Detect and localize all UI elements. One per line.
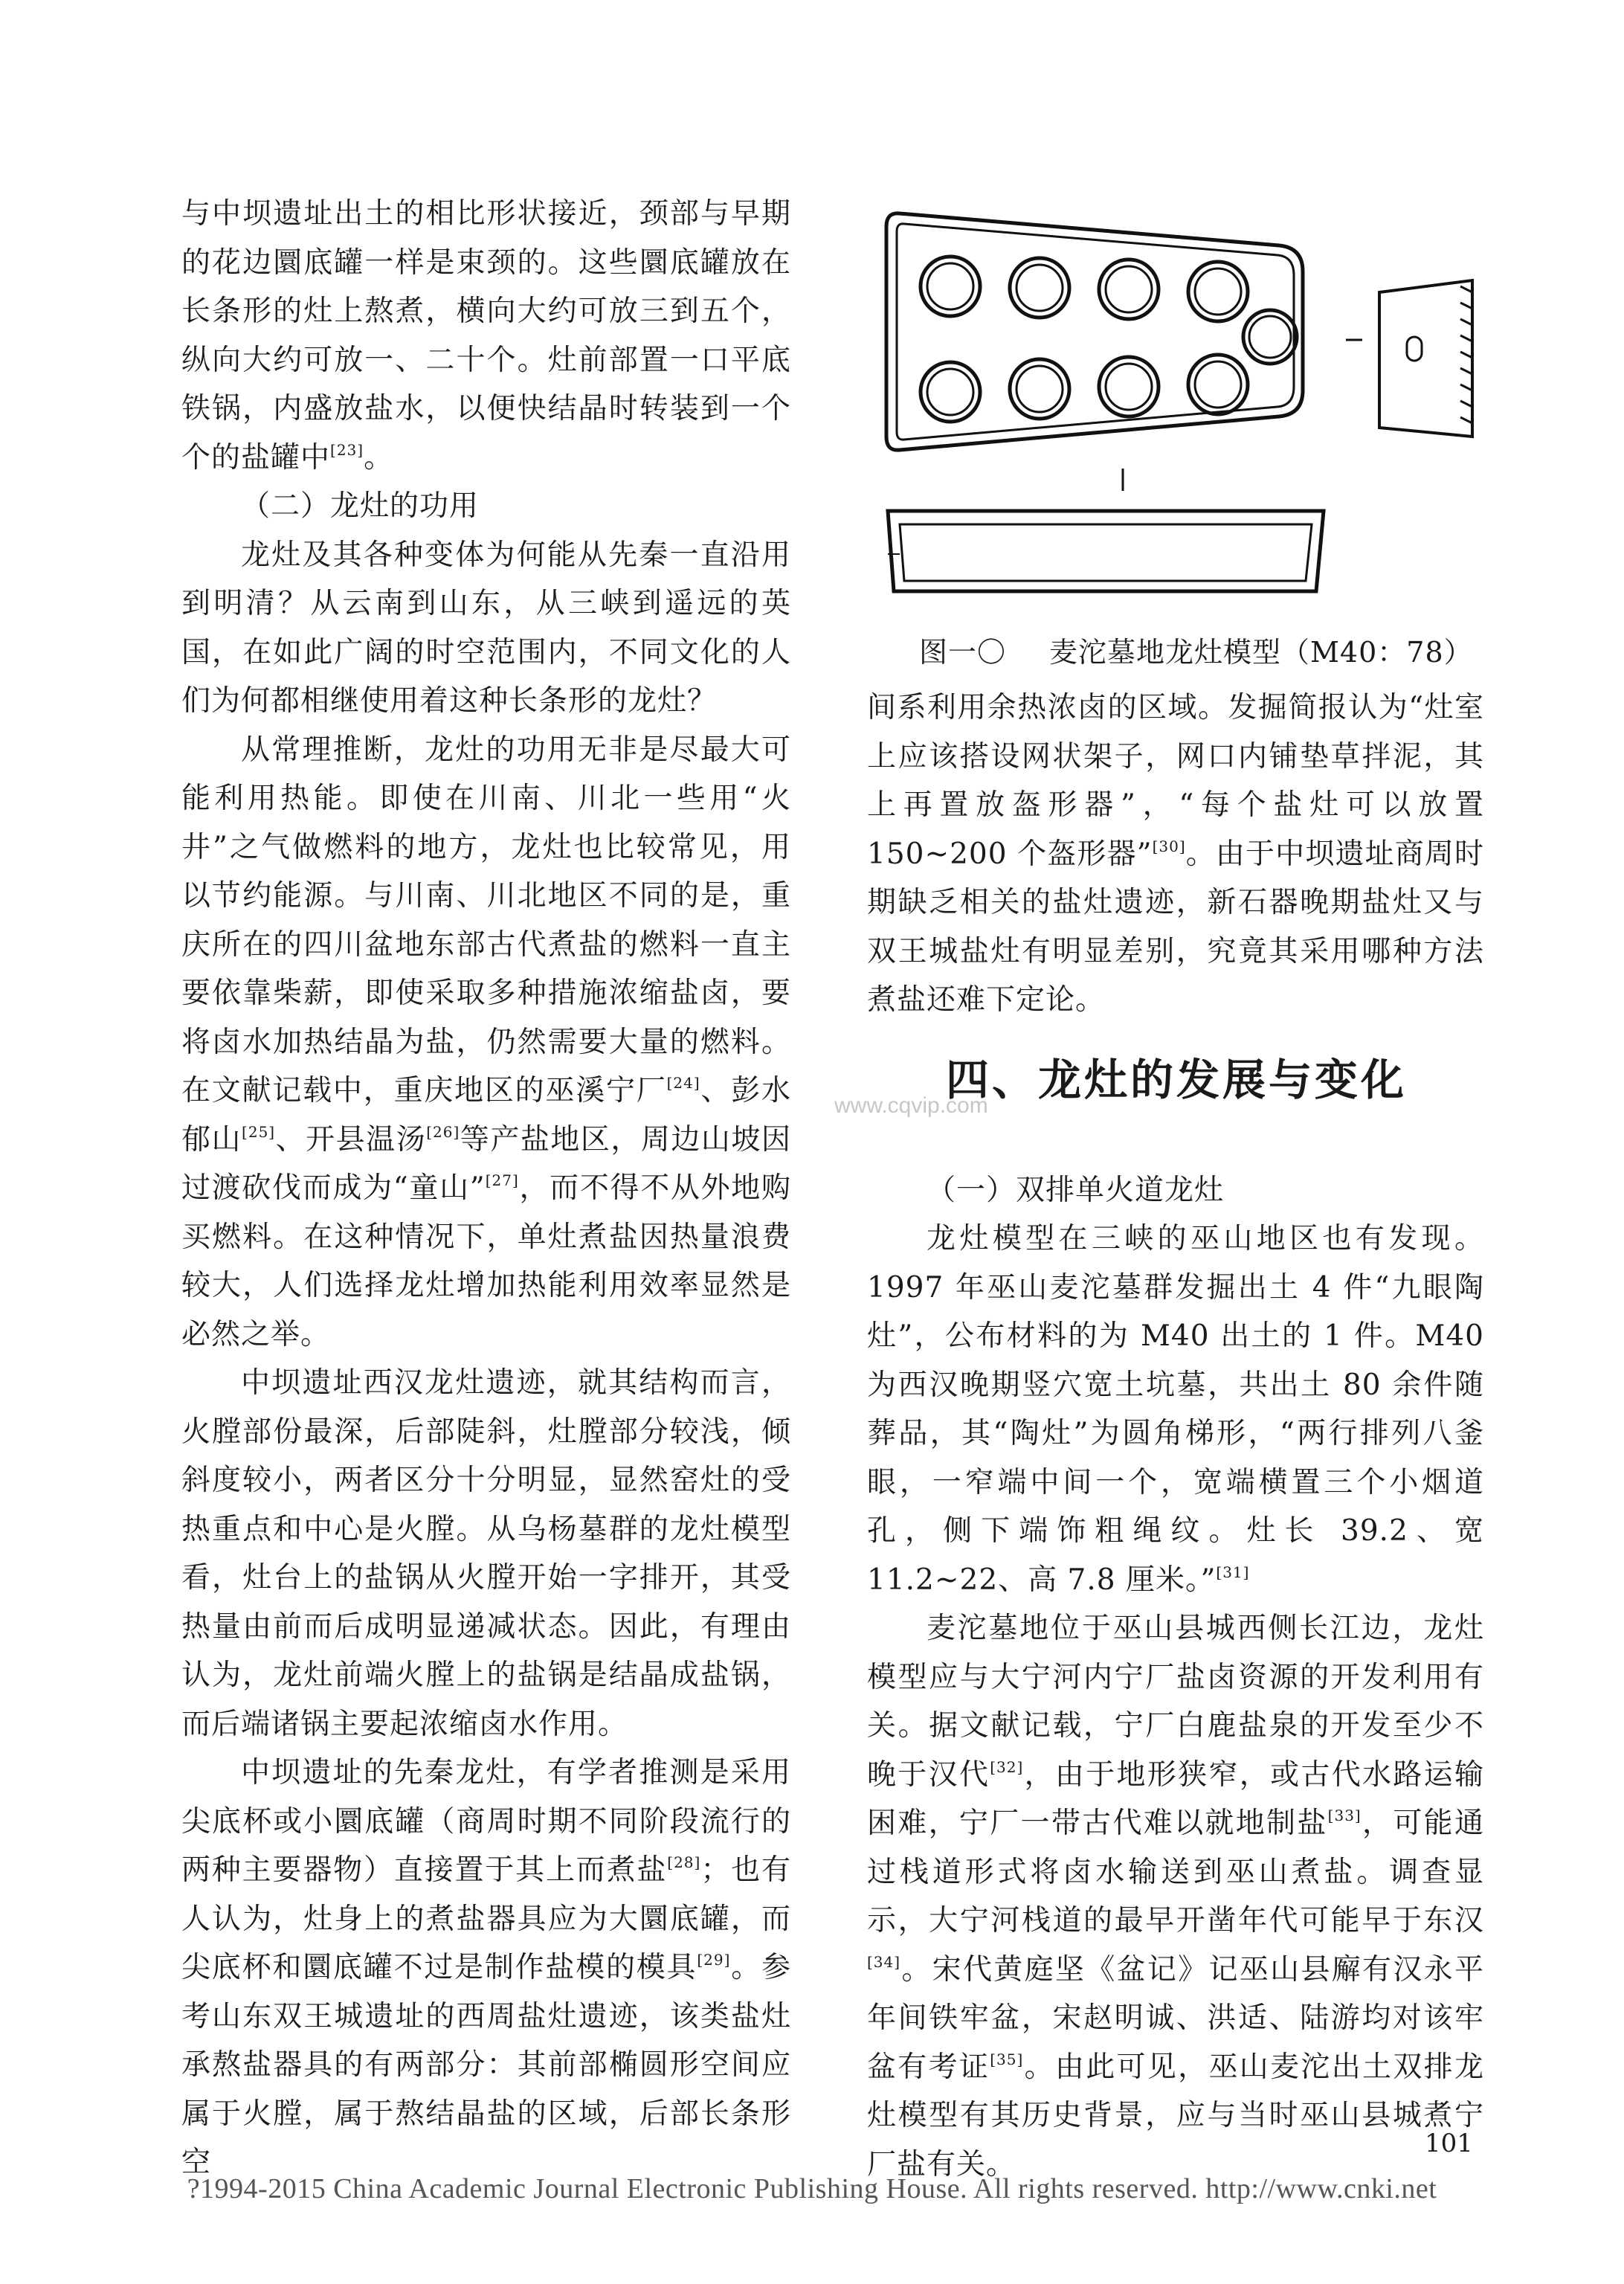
reference-marker: [27] <box>485 1171 519 1189</box>
pot-holes-bottom-row <box>921 355 1248 422</box>
reference-marker: [35] <box>990 2050 1024 2068</box>
figure-number: 图一〇 <box>919 636 1007 669</box>
paragraph: 与中坝遗址出土的相比形状接近，颈部与早期的花边圜底罐一样是束颈的。这些圜底罐放在长条形的灶上熬煮，横向大约可放三到五个，纵向大约可放一、二十个。灶前部置一口平底铁锅，内盛放盐水，以便快结晶时转装到一个个的盐罐中[23]。 <box>181 197 791 475</box>
paragraph: 间系利用余热浓卤的区域。发掘简报认为“灶室上应该搭设网状架子，网口内铺垫草拌泥，其上再置放盔形器”，“每个盐灶可以放置150~200 个盔形器”[30]。由于中坝遗址商周时期缺乏相关的盐灶遗迹，新石器晚期盐灶又与双王城盐灶有明显差别，究竟其采用哪种方法煮盐还难下定论。 <box>867 691 1484 1017</box>
paragraph: 中坝遗址的先秦龙灶，有学者推测是采用尖底杯或小圜底罐（商周时期不同阶段流行的两种主要器物）直接置于其上而煮盐[28]；也有人认为，灶身上的煮盐器具应为大圜底罐，而尖底杯和圜底罐不过是制作盐模的模具[29]。参考山东双王城遗址的西周盐灶遗迹，该类盐灶承熬盐器具的有两部分：其前部椭圆形空间应属于火膛，属于熬结晶盐的区域，后部长条形空 <box>181 1756 791 2179</box>
left-column <box>181 190 791 2187</box>
reference-marker: [28] <box>667 1853 701 1871</box>
reference-marker: [33] <box>1327 1807 1362 1824</box>
subsection-title: （一）双排单火道龙灶 <box>927 1173 1225 1207</box>
watermark: www.cqvip.com <box>834 1093 988 1118</box>
reference-marker: [34] <box>867 1952 901 1971</box>
reference-marker: [31] <box>1216 1563 1250 1581</box>
stove-side-view <box>888 511 1324 591</box>
right-column <box>867 683 1484 2189</box>
reference-marker: [30] <box>1152 837 1186 855</box>
page-number: 101 <box>1425 2129 1473 2158</box>
section-heading: 四、龙灶的发展与变化 <box>946 1055 1408 1105</box>
pot-hole-end <box>1243 310 1297 364</box>
reference-marker: [23] <box>330 440 364 459</box>
stove-model-figure <box>877 205 1487 610</box>
reference-marker: [29] <box>697 1951 731 1969</box>
copyright-footer: ?1994-2015 China Academic Journal Electronic Publishing House. All rights reserved. http://www.cnki.net <box>187 2173 1437 2204</box>
paragraph: 龙灶及其各种变体为何能从先秦一直沿用到明清？从云南到山东，从三峡到遥远的英国，在如此广阔的时空范围内，不同文化的人们为何都相继使用着这种长条形的龙灶？ <box>181 538 791 718</box>
subsection-title: （二）龙灶的功用 <box>241 489 480 523</box>
reference-marker: [25] <box>242 1122 276 1141</box>
stove-end-view <box>1379 280 1472 437</box>
paragraph: 龙灶模型在三峡的巫山地区也有发现。1997 年巫山麦沱墓群发掘出土 4 件“九眼陶灶”，公布材料的为 M40 出土的 1 件。M40 为西汉晚期竖穴宽土坑墓，共出土 80 余件随葬品，其“陶灶”为圆角梯形，“两行排列八釜眼，一窄端中间一个，宽端横置三个小烟道孔，侧下端饰粗绳纹。灶长 39.2、宽 11.2~22、高 7.8 厘米。”[31] <box>867 1222 1484 1597</box>
pot-holes-top-row <box>921 257 1248 321</box>
reference-marker: [26] <box>426 1122 460 1141</box>
figure-title: 麦沱墓地龙灶模型（M40：78） <box>1049 636 1473 669</box>
paragraph: 从常理推断，龙灶的功用无非是尽最大可能利用热能。即使在川南、川北一些用“火井”之气做燃料的地方，龙灶也比较常见，用以节约能源。与川南、川北地区不同的是，重庆所在的四川盆地东部古代煮盐的燃料一直主要依靠柴薪，即使采取多种措施浓缩盐卤，要将卤水加热结晶为盐，仍然需要大量的燃料。在文献记载中，重庆地区的巫溪宁厂[24]、彭水郁山[25]、开县温汤[26]等产盐地区，周边山坡因过渡砍伐而成为“童山”[27]，而不得不从外地购买燃料。在这种情况下，单灶煮盐因热量浪费较大，人们选择龙灶增加热能利用效率显然是必然之举。 <box>181 733 791 1351</box>
figure-caption <box>919 629 1473 670</box>
reference-marker: [32] <box>990 1757 1024 1776</box>
paragraph: 中坝遗址西汉龙灶遗迹，就其结构而言，火膛部份最深，后部陡斜，灶膛部分较浅，倾斜度较小，两者区分十分明显，显然窑灶的受热重点和中心是火膛。从乌杨墓群的龙灶模型看，灶台上的盐锅从火膛开始一字排开，其受热量由前而后成明显递减状态。因此，有理由认为，龙灶前端火膛上的盐锅是结晶成盐锅，而后端诸锅主要起浓缩卤水作用。 <box>181 1366 791 1741</box>
reference-marker: [24] <box>666 1074 700 1092</box>
paragraph: 麦沱墓地位于巫山县城西侧长江边，龙灶模型应与大宁河内宁厂盐卤资源的开发利用有关。据文献记载，宁厂白鹿盐泉的开发至少不晚于汉代[32]，由于地形狭窄，或古代水路运输困难，宁厂一带古代难以就地制盐[33]，可能通过栈道形式将卤水输送到巫山煮盐。调查显示，大宁河栈道的最早开凿年代可能早于东汉[34]。宋代黄庭坚《盆记》记巫山县廨有汉永平年间铁牢盆，宋赵明诚、洪适、陆游均对该牢盆有考证[35]。由此可见，巫山麦沱出土双排龙灶模型有其历史背景，应与当时巫山县城煮宁厂盐有关。 <box>867 1612 1484 2181</box>
